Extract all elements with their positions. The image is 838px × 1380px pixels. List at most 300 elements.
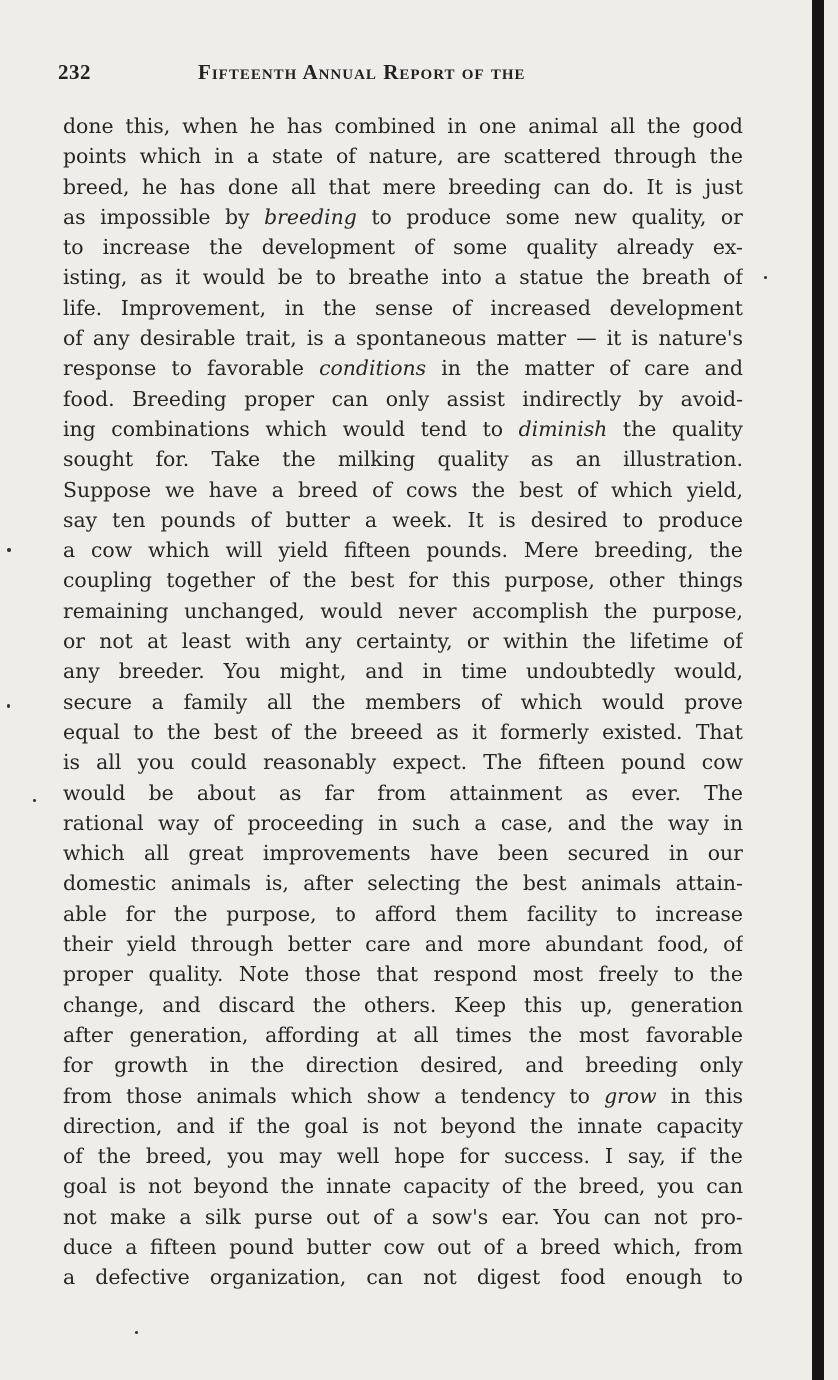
word: to (616, 901, 637, 926)
word: new (574, 204, 617, 229)
word: development (609, 295, 743, 320)
word: of (723, 932, 743, 957)
word: for (459, 1144, 490, 1169)
text-line (63, 596, 743, 626)
word: the (303, 568, 337, 593)
text-line (63, 1232, 743, 1262)
body-text (63, 111, 743, 1293)
word: would (342, 416, 405, 441)
text-line (63, 1081, 743, 1111)
word: has (179, 174, 216, 199)
word: such (411, 810, 461, 835)
word: about (196, 780, 256, 805)
word: their (63, 932, 113, 957)
word: animals (580, 871, 662, 896)
word: can (706, 1174, 743, 1199)
text-line (63, 1111, 743, 1141)
word: not (63, 1204, 97, 1229)
word: those (304, 962, 361, 987)
text-line (63, 656, 743, 686)
ink-speck (33, 799, 36, 802)
word: and (525, 1053, 564, 1078)
word: Breeding (132, 386, 227, 411)
word: affording (265, 1022, 360, 1047)
word: reasonably (263, 750, 377, 775)
word: generation (630, 992, 743, 1017)
word: at (376, 1022, 397, 1047)
word: the (475, 871, 509, 896)
word: a (125, 1234, 138, 1259)
word: breed (297, 477, 358, 502)
word: have (208, 477, 258, 502)
word: all (413, 1022, 439, 1047)
word: sense (375, 295, 434, 320)
text-line (63, 990, 743, 1020)
word: indirectly (522, 386, 622, 411)
word: done (227, 174, 279, 199)
word: only (385, 386, 430, 411)
word: through (613, 144, 697, 169)
word: breed, (145, 1144, 213, 1169)
word: secured (567, 841, 650, 866)
word: trait, (245, 326, 297, 351)
word: breeding, (594, 538, 694, 563)
word: lifetime (630, 629, 709, 654)
word: this (523, 992, 563, 1017)
text-line (63, 505, 743, 535)
word: cow (91, 538, 133, 563)
word: generation, (129, 1022, 249, 1047)
word: way (667, 810, 710, 835)
word: it (175, 265, 190, 290)
word: not (653, 1204, 688, 1229)
word: which (148, 538, 210, 563)
word: yield (278, 538, 329, 563)
word: breed, (63, 174, 130, 199)
word: or (466, 629, 489, 654)
word: It (467, 507, 484, 532)
word: tend (420, 416, 468, 441)
word: with (245, 629, 291, 654)
word: facility (526, 901, 598, 926)
word: make (110, 1204, 166, 1229)
word: we (165, 477, 195, 502)
word: of (373, 1204, 393, 1229)
word: cow (383, 1234, 425, 1259)
word: scattered (503, 144, 601, 169)
text-line (63, 141, 743, 171)
word: You (223, 659, 261, 684)
word: of (63, 326, 83, 351)
word: growth (114, 1053, 188, 1078)
text-line (63, 1262, 743, 1292)
word: life. (63, 295, 103, 320)
word: would (602, 689, 665, 714)
word: out (437, 1234, 471, 1259)
word: those (126, 1083, 183, 1108)
word: of (723, 629, 743, 654)
word: as (436, 719, 459, 744)
word: the (647, 114, 681, 138)
word: Improvement, (120, 295, 267, 320)
word: as (278, 780, 302, 805)
word: and (704, 356, 743, 381)
word: you (227, 1144, 265, 1169)
word: of (213, 810, 234, 835)
word: of (483, 1234, 504, 1259)
word: could (190, 750, 247, 775)
text-line (63, 778, 743, 808)
word: animals (170, 871, 251, 896)
word: is (631, 326, 649, 351)
word: avoid- (680, 386, 743, 411)
word: been (498, 841, 549, 866)
word: the (282, 447, 316, 472)
word: quality (671, 416, 743, 441)
word: for (63, 1053, 93, 1078)
word: to (569, 1083, 590, 1108)
word: our (707, 841, 743, 866)
word: a (515, 1234, 529, 1259)
word: you (137, 750, 175, 775)
word: breeder. (118, 659, 205, 684)
ink-speck (7, 548, 11, 552)
word: is (675, 174, 693, 199)
word: direction, (63, 1113, 163, 1138)
word: is (119, 1174, 136, 1199)
italic-word: conditions (319, 356, 427, 381)
word: of (480, 689, 501, 714)
word: attainment (449, 780, 563, 805)
word: response (63, 356, 157, 381)
word: food. (63, 386, 115, 411)
word: time (461, 659, 508, 684)
word: in (441, 356, 461, 381)
word: that (328, 174, 371, 199)
word: yield (126, 932, 177, 957)
word: after (303, 871, 353, 896)
word: butter (285, 507, 350, 532)
word: increase (655, 901, 743, 926)
word: is (306, 326, 324, 351)
word: the (209, 235, 243, 260)
text-line (63, 1050, 743, 1080)
word: nature, (368, 144, 444, 169)
word: innate (577, 1113, 643, 1138)
word: to (63, 235, 84, 260)
word: statue (519, 265, 584, 290)
word: enough (625, 1265, 703, 1290)
word: breeding (585, 1053, 678, 1078)
word: pro- (700, 1204, 743, 1229)
word: matter (524, 356, 595, 381)
word: others. (364, 992, 437, 1017)
word: in (668, 841, 689, 866)
word: breeed (350, 719, 423, 744)
word: formerly (500, 719, 589, 744)
word: combined (334, 114, 436, 138)
word: the (167, 719, 201, 744)
word: produce (406, 204, 492, 229)
word: state (271, 144, 324, 169)
ink-speck (135, 1331, 138, 1334)
word: the (475, 356, 510, 381)
word: cows (406, 477, 458, 502)
word: best (519, 477, 563, 502)
word: pound (621, 750, 686, 775)
word: a (151, 689, 164, 714)
word: change, (63, 992, 145, 1017)
word: the (582, 629, 616, 654)
word: to (622, 507, 644, 532)
word: say (63, 507, 98, 532)
word: sow's (431, 1204, 489, 1229)
word: proper (244, 386, 315, 411)
word: the (533, 1174, 567, 1199)
word: this (704, 1083, 743, 1108)
word: he (249, 114, 275, 138)
word: of (451, 295, 472, 320)
word: as (530, 447, 554, 472)
word: breeding (448, 174, 542, 199)
word: which (63, 841, 125, 866)
word: for (408, 568, 438, 593)
word: is (498, 507, 516, 532)
word: pound (229, 1234, 294, 1259)
word: or (63, 629, 86, 654)
word: proceeding (247, 810, 364, 835)
word: innate (326, 1174, 392, 1199)
word: spontaneous (356, 326, 487, 351)
word: great (188, 841, 244, 866)
word: never (398, 598, 457, 623)
word: it (472, 719, 487, 744)
word: The (704, 780, 743, 805)
word: quality (526, 235, 598, 260)
word: far (324, 780, 355, 805)
word: be (148, 780, 174, 805)
word: one (478, 114, 517, 138)
word: Keep (454, 992, 507, 1017)
word: tendency (460, 1083, 556, 1108)
text-line (63, 626, 743, 656)
word: Mere (523, 538, 579, 563)
word: well (336, 1144, 380, 1169)
word: of (269, 568, 289, 593)
word: food (560, 1265, 606, 1290)
word: which (520, 689, 583, 714)
word: fifteen (150, 1234, 217, 1259)
word: goal (304, 1113, 349, 1138)
text-line (63, 172, 743, 202)
word: of (372, 477, 392, 502)
word: prove (684, 689, 743, 714)
text-line (63, 565, 743, 595)
word: by (638, 386, 664, 411)
word: equal (63, 719, 120, 744)
word: some (453, 235, 508, 260)
word: of (723, 265, 743, 290)
word: — (576, 326, 597, 351)
word: accomplish (472, 598, 589, 623)
word: of (609, 356, 630, 381)
word: Take (211, 447, 261, 472)
text-line (63, 293, 743, 323)
word: not (393, 1113, 427, 1138)
word: increase (102, 235, 191, 260)
word: It (646, 174, 663, 199)
word: out (326, 1204, 360, 1229)
italic-word: diminish (518, 416, 608, 441)
word: when (182, 114, 238, 138)
italic-word: grow (604, 1083, 657, 1108)
word: is (362, 1113, 380, 1138)
word: to (673, 962, 695, 987)
word: all (143, 841, 170, 866)
text-line (63, 1171, 743, 1201)
text-line (63, 687, 743, 717)
word: as (63, 204, 86, 229)
word: can (553, 174, 591, 199)
word: duce (63, 1234, 113, 1259)
word: be (277, 265, 303, 290)
word: and (176, 1113, 215, 1138)
word: the (529, 1113, 564, 1138)
text-line (63, 959, 743, 989)
word: animal (528, 114, 599, 138)
page-header (58, 60, 758, 90)
word: which, (613, 1234, 682, 1259)
word: That (695, 719, 743, 744)
word: a (271, 477, 284, 502)
word: quality, (631, 204, 707, 229)
word: desired (530, 507, 608, 532)
word: least (181, 629, 232, 654)
word: domestic (63, 871, 157, 896)
word: which (139, 144, 202, 169)
word: would (320, 598, 383, 623)
word: butter (306, 1234, 371, 1259)
word: week. (392, 507, 453, 532)
word: or (720, 204, 743, 229)
word: beyond (193, 1174, 269, 1199)
word: he (141, 174, 168, 199)
text-line (63, 717, 743, 747)
word: a (179, 1204, 192, 1229)
word: best (350, 568, 395, 593)
word: more (477, 932, 531, 957)
word (264, 202, 357, 232)
word: only (699, 1053, 743, 1078)
word: capacity (656, 1113, 743, 1138)
word: nature's (658, 326, 743, 351)
word: up, (580, 992, 613, 1017)
word: the (603, 598, 638, 623)
word: most (578, 1022, 630, 1047)
word: organization, (209, 1265, 347, 1290)
word: from (693, 1234, 743, 1259)
word: into (441, 265, 482, 290)
word: all (266, 689, 293, 714)
word: of (270, 719, 291, 744)
word: case, (500, 810, 554, 835)
word (604, 1081, 657, 1111)
text-line (63, 111, 743, 141)
word: fifteen (343, 538, 411, 563)
word: illustration. (623, 447, 743, 472)
word: to (335, 901, 356, 926)
text-line (63, 899, 743, 929)
word: do. (602, 174, 635, 199)
word: desired, (420, 1053, 504, 1078)
word: can (366, 1265, 404, 1290)
word: ever. (631, 780, 681, 805)
word: goal (63, 1174, 108, 1199)
word: to (482, 416, 504, 441)
word: as (585, 780, 609, 805)
word: purpose, (652, 598, 743, 623)
word: purse (254, 1204, 313, 1229)
word: will (225, 538, 263, 563)
word: that (376, 962, 419, 987)
word: can (603, 1204, 641, 1229)
word: favorable (645, 1022, 743, 1047)
word: might, (279, 659, 347, 684)
word: in (422, 659, 443, 684)
word: defective (95, 1265, 190, 1290)
word: for. (155, 447, 190, 472)
word: the (256, 1113, 291, 1138)
word: an (575, 447, 601, 472)
word: say, (627, 1144, 666, 1169)
word: care (644, 356, 690, 381)
italic-word: breeding (264, 204, 357, 229)
word: pounds (160, 507, 236, 532)
word: secure (63, 689, 132, 714)
word: a (364, 507, 378, 532)
word: the (709, 1144, 743, 1169)
word: the (174, 901, 208, 926)
word: purpose, (226, 901, 317, 926)
word: food, (657, 932, 709, 957)
text-line (63, 1141, 743, 1171)
word: the (312, 992, 347, 1017)
word: hope (394, 1144, 445, 1169)
word: The (483, 750, 523, 775)
word: to (371, 204, 392, 229)
word: the (97, 1144, 132, 1169)
text-line (63, 868, 743, 898)
word: all (290, 174, 317, 199)
word: of (63, 1144, 83, 1169)
text-line (63, 929, 743, 959)
word: the (280, 1174, 315, 1199)
word: development (261, 235, 396, 260)
word: this (452, 568, 491, 593)
word: to (315, 265, 336, 290)
word: if (228, 1113, 243, 1138)
word: digest (476, 1265, 541, 1290)
word: afford (374, 901, 437, 926)
word: success. (504, 1144, 591, 1169)
word: already (616, 235, 694, 260)
word: favorable (206, 356, 304, 381)
ink-speck (7, 704, 10, 708)
word: if (680, 1144, 695, 1169)
word: which (611, 477, 673, 502)
word: quality. (148, 962, 224, 987)
word: is (63, 750, 80, 775)
